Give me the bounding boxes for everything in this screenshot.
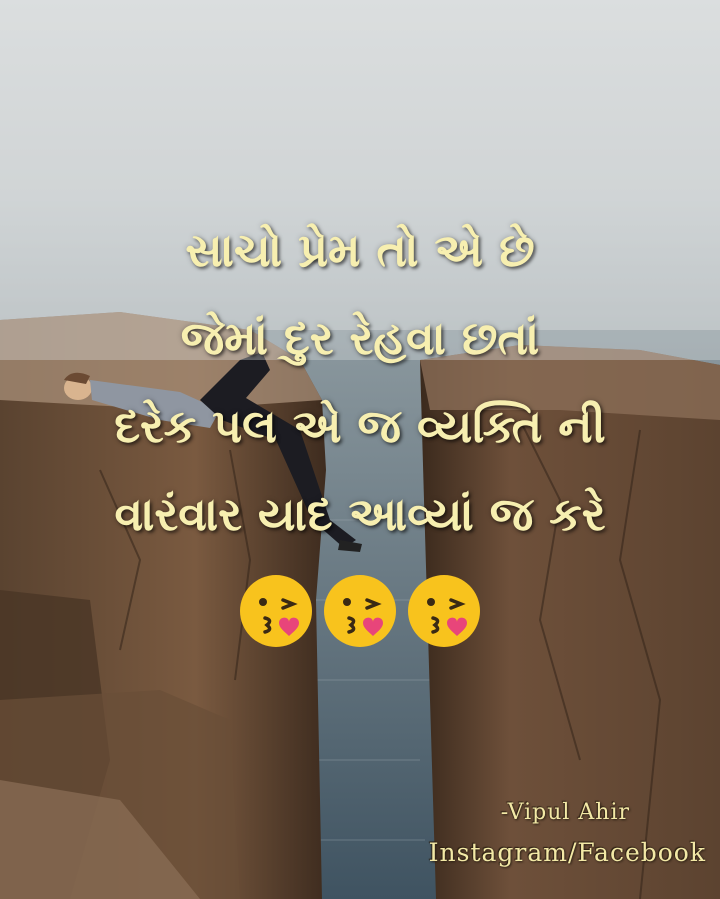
quote-line-4: વારંવાર યાદ આવ્યાં જ કરે [114,487,606,541]
quote-line-2: જેમાં દુર રેહવા છતાં [180,311,540,365]
quote-line-1: સાચો પ્રેમ તો એ છે [185,223,535,277]
author-credit: -Vipul Ahir [500,800,630,825]
quote-text [0,206,720,558]
emoji-row [0,572,720,650]
kissing-face-emoji-icon [405,572,483,650]
kissing-face-emoji-icon [237,572,315,650]
kissing-face-emoji-icon [321,572,399,650]
social-credit: Instagram/Facebook [428,838,706,867]
quote-line-3: દરેક પલ એ જ વ્યક્તિ ની [114,399,606,453]
